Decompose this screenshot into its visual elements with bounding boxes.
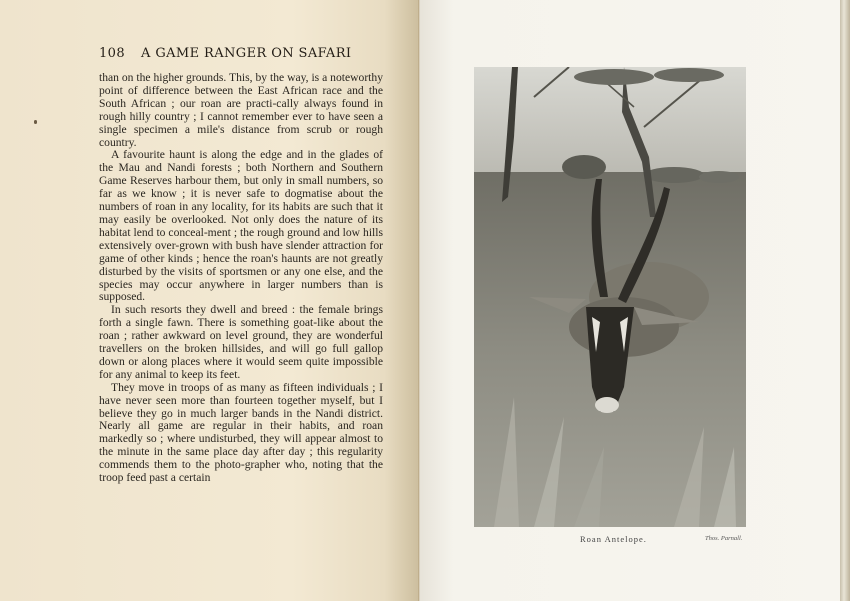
roan-antelope-photo bbox=[474, 67, 746, 527]
page-header bbox=[99, 46, 384, 61]
paragraph: They move in troops of as many as fifteen individuals ; I have never seen more than fourteen together myself, but I believe they go in much larger bands in the Nandi district. Nearly all game are regular in their habits, and roan markedly so ; where undisturbed, they will appear almost to the minute in the same place day after day ; this regularity commends them to the photo-grapher who, noting that the troop feed past a certain bbox=[99, 380, 383, 485]
photo-caption: Roan Antelope. bbox=[580, 534, 647, 544]
body-text bbox=[99, 72, 383, 485]
left-page bbox=[0, 0, 419, 601]
paragraph: A favourite haunt is along the edge and in the glades of the Mau and Nandi forests ; both Northern and Southern Game Reserves harbour them, but only in small numbers, so far as we know ; it is never safe to dogmatise about the numbers of roan in any locality, for its habits are such that it may easily be overlooked. Not only does the nature of its habitat lend to conceal-ment ; the rough ground and low hills extensively over-grown with bush have slender attraction for game of other kinds ; hence the roan's haunts are not greatly disturbed by the visits of sportsmen or any one else, and the species may occur anywhere in larger numbers than is supposed. bbox=[99, 148, 383, 304]
paragraph: than on the higher grounds. This, by the way, is a noteworthy point of difference between the East African race and the South African ; our roan are practi-cally always found in rough hilly country ; I cannot remember ever to have seen a single specimen a mile's distance from scrub or rough country. bbox=[99, 71, 383, 149]
photo-illustration bbox=[474, 67, 746, 527]
running-title: A GAME RANGER ON SAFARI bbox=[141, 46, 352, 61]
page-edge bbox=[840, 0, 850, 601]
ink-speck bbox=[34, 120, 37, 124]
paragraph: In such resorts they dwell and breed : the female brings forth a single fawn. There is something goat-like about the roan ; rather awkward on level ground, they are wonderful travellers on the broken hillsides, and will go full gallop down or along places where it would seem quite impossible for any animal to keep its feet. bbox=[99, 303, 383, 381]
page-number: 108 bbox=[99, 46, 126, 61]
photo-credit: Thos. Parnall. bbox=[705, 535, 743, 542]
